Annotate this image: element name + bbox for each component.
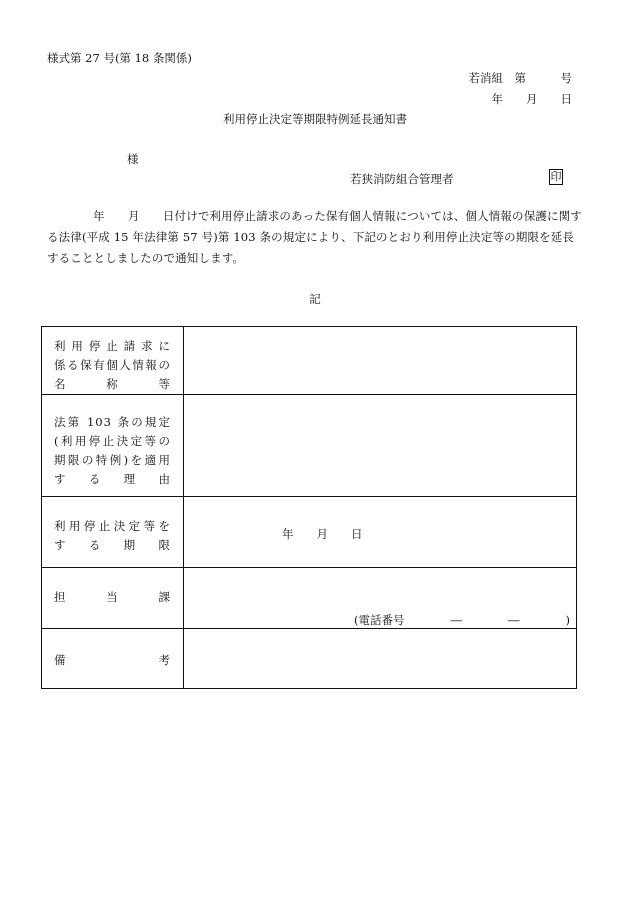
addressee-honorific: 様 bbox=[127, 152, 139, 166]
form-number-label: 様式第 27 号(第 18 条関係) bbox=[47, 51, 192, 65]
document-title: 利用停止決定等期限特例延長通知書 bbox=[223, 112, 407, 126]
label-line: 備 考 bbox=[54, 653, 171, 667]
document-date: 年 月 日 bbox=[491, 92, 572, 106]
label-cell-reason bbox=[42, 395, 184, 497]
ki-heading: 記 bbox=[309, 292, 321, 306]
table-row-info-name bbox=[42, 327, 577, 395]
label-cell-deadline bbox=[42, 497, 184, 568]
seal-mark: 印 bbox=[550, 170, 562, 183]
label-line: 担 当 課 bbox=[54, 590, 171, 604]
label-cell-remarks bbox=[42, 629, 184, 689]
label-line: 係る保有個人情報の bbox=[54, 358, 171, 372]
value-cell-remarks bbox=[184, 629, 577, 689]
detail-table bbox=[41, 326, 577, 689]
value-cell-deadline bbox=[184, 497, 577, 568]
table-row-reason bbox=[42, 395, 577, 497]
label-line: 名 称 等 bbox=[54, 377, 171, 391]
document-number: 若消組 第 号 bbox=[468, 71, 572, 85]
label-line: (利用停止決定等の bbox=[54, 434, 171, 448]
label-line: 利用停止決定等を bbox=[54, 519, 171, 533]
table-row-remarks bbox=[42, 629, 577, 689]
table-row-department bbox=[42, 568, 577, 629]
label-line: 期限の特例)を適用 bbox=[54, 453, 171, 467]
table-row-deadline bbox=[42, 497, 577, 568]
label-line: 利用停止請求に bbox=[54, 339, 171, 353]
value-cell-reason bbox=[184, 395, 577, 497]
label-cell-department bbox=[42, 568, 184, 629]
value-cell-department bbox=[184, 568, 577, 629]
phone-number-line: (電話番号 ― ― ) bbox=[354, 613, 570, 627]
label-line: す る 理 由 bbox=[54, 472, 171, 486]
label-line: 法第 103 条の規定 bbox=[54, 415, 171, 429]
sender-name: 若狭消防組合管理者 bbox=[350, 172, 454, 186]
notice-body-text: 年 月 日付けで利用停止請求のあった保有個人情報については、個人情報の保護に関する法律(平成 15 年法律第 57 号)第 103 条の規定により、下記のとおり利用停止決定等の期限を延長することとしましたので通知します。 bbox=[47, 209, 582, 265]
label-cell-info-name bbox=[42, 327, 184, 395]
label-line: す る 期 限 bbox=[54, 538, 171, 552]
value-cell-info-name bbox=[184, 327, 577, 395]
deadline-date: 年 月 日 bbox=[282, 527, 363, 541]
